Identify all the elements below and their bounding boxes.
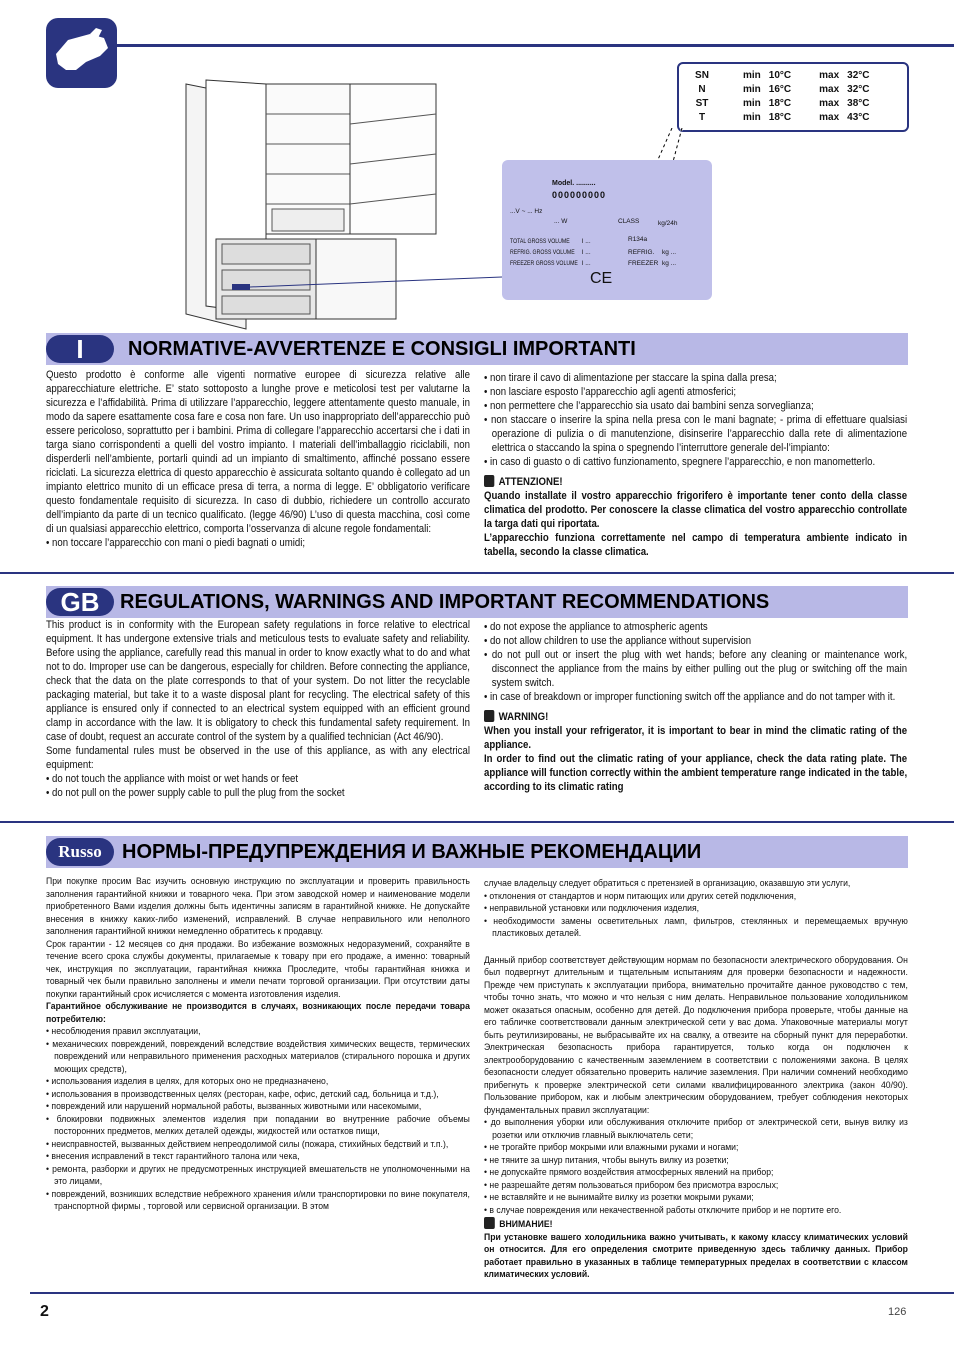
ru-right-p0: случае владельцу следует обратиться с претензией в организацию, оказавшую эти услуги,	[484, 878, 851, 889]
it-warn-title: ATTENZIONE!	[498, 476, 563, 488]
ru-p2: Срок гарантии - 12 месяцев со дня продажи. Во избежание возможных недоразумений, сохраняйте в течение всего срока службы документы, прилагаемые к товару при его продаже, а именно: товарный чек, инструкция по эксплуатации, гарантийная книжка Проследите, чтобы гарантийная книжка и товарный чек были правильно заполнены и имели печати торговой организации. При отсутствии даты покупки гарантийный срок исчисляется с момента изготовления изделия.	[46, 938, 470, 1000]
total-volume-label: TOTAL GROSS VOLUME	[510, 238, 570, 245]
it-warn-text1: Quando installate il vostro apparecchio frigorifero è importante tener conto della classe climatica del prodotto. Per conoscere la classe climatica del vostro apparecchio controllate la targa dati qui riportata.	[484, 490, 908, 530]
climate-cell-min: 18°C	[768, 98, 792, 109]
kg2: kg ...	[662, 260, 677, 267]
climate-cell-class: SN	[695, 70, 709, 81]
bullet-item: • ремонта, разборки и других не предусмотренных инструкцией вмешательств не уполномоченными на это лицами,	[46, 1163, 470, 1187]
section-title-ru: НОРМЫ-ПРЕДУПРЕЖДЕНИЯ И ВАЖНЫЕ РЕКОМЕНДАЦИИ	[122, 841, 702, 863]
ru-p1: При покупке просим Вас изучить основную инструкцию по эксплуатации и проверить правильность заполнения гарантийной книжки и товарного чека. При этом заводской номер и наименование модели приобретенного Вами изделия должны быть идентичны записям в гарантийной книжке. Не допускайте внесения в книжку каких-либо изменений, исправлений. В случае неправильного или неполного заполнения гарантийной книжки немедленно обратитесь к продавцу.	[46, 876, 470, 937]
section-band-gb	[46, 586, 908, 618]
bullet-item: • в случае повреждения или некачественной работы отключите прибор и не портите его.	[484, 1204, 842, 1216]
separator	[0, 821, 954, 823]
it-right-column	[484, 371, 954, 559]
ru-right-column	[484, 878, 954, 1282]
bullet-item: • отклонения от стандартов и норм питающих или других сетей подключения,	[484, 890, 797, 902]
bullet-item: • non lasciare esposto l’apparecchio agli agenti atmosferici;	[484, 386, 737, 398]
bullet-item: • необходимости замены осветительных ламп, фильтров, стеклянных и перемещаемых вручную пластиковых деталей.	[484, 915, 908, 939]
freezer-volume-label: FREEZER GROSS VOLUME	[510, 260, 578, 267]
bullet-item: • do not expose the appliance to atmospheric agents	[484, 621, 708, 633]
climate-cell-min-label: min	[743, 98, 761, 109]
bullet-item: • механических повреждений, повреждений вследствие воздействия химических веществ, термических повреждений или неправильного применения расходных материалов (стирального порошка и других моющих средств),	[46, 1038, 470, 1075]
gb-intro2: Some fundamental rules must be observed in the use of this appliance, as with any electrical equipment:	[46, 745, 470, 771]
l1: l ...	[582, 238, 591, 245]
climate-cell-max-label: max	[819, 70, 840, 81]
climate-cell-max: 43°C	[847, 112, 870, 123]
climate-cell-max-label: max	[819, 98, 840, 109]
bullet-item: • non toccare l’apparecchio con mani o piedi bagnati o umidi;	[46, 537, 306, 549]
climate-cell-class: T	[698, 112, 706, 123]
warning-icon	[484, 1217, 495, 1229]
model-dots: ..........	[576, 180, 596, 187]
section-band-ru	[46, 836, 908, 868]
language-hand-logo	[46, 18, 117, 88]
section-band-it	[46, 333, 908, 365]
bullet-item: • неправильной установки или подключения изделия,	[484, 903, 700, 914]
climate-cell-min: 16°C	[768, 84, 792, 95]
refrig-kg-label: REFRIG.	[628, 249, 655, 256]
tilde: ~	[521, 208, 526, 215]
freezer-kg-label: FREEZER	[628, 260, 659, 267]
l3: l ...	[582, 260, 591, 267]
model-number: 000000000	[552, 190, 607, 200]
bullet-item: • не допускайте прямого воздействия атмосферных явлений на прибор;	[484, 1167, 774, 1178]
gb-left-column	[46, 618, 539, 800]
it-left-column	[46, 368, 539, 550]
climate-class-table	[677, 62, 909, 132]
ru-left-column	[46, 876, 517, 1214]
pointing-hand-icon	[46, 18, 117, 88]
gas-label: R134a	[628, 236, 648, 243]
ru-bold: Гарантийное обслуживание не производится в случаях, возникающих после передачи товара потребителю:	[46, 1001, 470, 1025]
climate-row	[685, 83, 873, 97]
bullet-item: • не трогайте прибор мокрыми или влажными руками и ногами;	[484, 1142, 739, 1153]
it-intro: Questo prodotto è conforme alle vigenti normative europee di sicurezza relative alle apparecchiature elettriche. E’ stato sottoposto a lunghe prove e meticolosi test per valutarne la sicurezza e l’affidabilità. Prima di utilizzare l’apparecchio, leggere attentamente questo manuale, in modo da sapere esattamente cosa fare e cosa non fare. Un uso inappropriato dell’apparecchio può essere pericoloso, soprattutto per i bambini. Prima di collegare l’apparecchio accertarsi che i dati in targa siano corrispondenti a quelli del vostro impianto. I materiali dell’imballaggio riciclabili, non disperderli nell’ambiente, portarli quindi ad un impianto di smaltimento, affinché possano essere riciclati. La sicurezza elettrica di questo apparecchio è assicurata soltanto quando è collegato ad un impianto elettrico munito di un efficace presa di terra, a norma di legge. E’ obbligatorio verificare questo fondamentale requisito di sicurezza. In caso di dubbio, richiedere un controllo accurato dell’impianto da parte di un tecnico qualificato. (legge 46/90) L’uso di questa macchina, così come di un qualsiasi apparecchio elettrico, comporta l’osservanza di alcune regole fondamentali:	[46, 369, 470, 535]
ce-mark: CE	[590, 270, 613, 287]
gb-right-column	[484, 620, 954, 794]
warning-icon	[484, 475, 494, 487]
climate-cell-max: 32°C	[847, 84, 870, 95]
climate-cell-max: 38°C	[847, 98, 870, 109]
bullet-item: • повреждений или нарушений нормальной работы, вызванных животными или насекомыми,	[46, 1101, 422, 1112]
bullet-item: • in caso di guasto o di cattivo funzionamento, spegnere l’apparecchio, e non manometterlo.	[484, 456, 876, 468]
climate-cell-class: ST	[695, 98, 709, 109]
bullet-item: • не разрешайте детям пользоваться прибором без присмотра взрослых;	[484, 1179, 779, 1191]
bullet-item: • использования изделия в целях, для которых оно не предназначено,	[46, 1076, 329, 1087]
model-label: Model.	[552, 180, 575, 187]
bullet-item: • несоблюдения правил эксплуатации,	[46, 1026, 201, 1037]
ru-warn-text: При установке вашего холодильника важно учитывать, к какому классу климатических условий он относится. Для его определения смотрите приведенную здесь табличку данных. Прибор работает правильно в указанных в таблице температурных пределах в соответствии с классом климатических условий.	[484, 1231, 908, 1280]
climate-cell-min-label: min	[743, 84, 761, 95]
page-code: 126	[888, 1306, 907, 1318]
class-label: CLASS	[618, 218, 640, 225]
bullet-item: • non tirare il cavo di alimentazione per staccare la spina dalla presa;	[484, 372, 777, 384]
lang-badge-it: I	[46, 335, 114, 363]
kg1: kg ...	[662, 249, 677, 256]
hz-value: ... Hz	[527, 208, 543, 215]
climate-cell-class: N	[698, 84, 706, 95]
bullet-item: • do not pull on the power supply cable to pull the plug from the socket	[46, 787, 345, 799]
gb-intro: This product is in conformity with the European safety regulations in force relative to electrical equipment. It has undergone extensive trials and meticulous tests to evaluate safety and reliability. Before using the appliance, carefully read this manual in order to know exactly what to do and what not to do. Improper use can be dangerous, especially for children. Before connecting the appliance, check that the data on the plate corresponds to that of your system. Do not litter the recyclable packaging material, but take it to a waste disposal plant for recycling. The electrical safety of this appliance is ensured only if connected to an electrical system equipped with an efficient ground clamp in accordance with the law. It is obligatory to check this fundamental safety requirement. In case of doubt, request an accurate control of the system by a qualified technician (Act 46/90).	[46, 619, 470, 743]
warning-icon	[484, 710, 494, 722]
bullet-item: • не вставляйте и не вынимайте вилку из розетки мокрыми руками;	[484, 1192, 754, 1203]
bottom-rule	[30, 1292, 954, 1294]
fridge-illustration	[176, 74, 506, 339]
kg24-label: kg/24h	[658, 220, 678, 227]
bullet-item: • in case of breakdown or improper functioning switch off the appliance and do not tamper with it.	[484, 691, 896, 703]
bullet-item: • не тяните за шнур питания, чтобы вынуть вилку из розетки;	[484, 1154, 729, 1166]
ru-warn-title: ВНИМАНИЕ!	[499, 1219, 553, 1230]
bullet-item: • неисправностей, вызванных действием непреодолимой силы (пожара, стихийных бедствий и т.п.),	[46, 1138, 449, 1150]
bullet-item: • non permettere che l’apparecchio sia usato dai bambini senza sorveglianza;	[484, 400, 814, 412]
climate-cell-max-label: max	[819, 84, 840, 95]
bullet-item: • использования в производственных целях (ресторан, кафе, офис, детский сад, больница и т.д.),	[46, 1088, 439, 1100]
bullet-item: • non staccare o inserire la spina nella presa con le mani bagnate; - prima di effettuare qualsiasi operazione di pulizia o di manutenzione, disinserire l’apparecchio dalla rete di alimentazione elettrica o staccando la spina o spegnendo l’interruttore generale del-l’impianto:	[484, 414, 908, 454]
top-rule	[90, 44, 954, 47]
climate-row	[685, 97, 873, 111]
l2: l ...	[582, 249, 591, 256]
bullet-item: • do not touch the appliance with moist or wet hands or feet	[46, 773, 299, 785]
gb-warn-text1: When you install your refrigerator, it is important to bear in mind the climatic rating of the appliance.	[484, 725, 908, 751]
lang-badge-ru: Russo	[46, 838, 114, 866]
lang-badge-gb: GB	[46, 588, 114, 616]
bullet-item: • до выполнения уборки или обслуживания отключите прибор от электрической сети, вынув вилку из розетки или отключив главный выключатель сети;	[484, 1117, 908, 1141]
section-title-gb: REGULATIONS, WARNINGS AND IMPORTANT RECOMMENDATIONS	[120, 591, 770, 613]
bullet-item: • do not pull out or insert the plug with wet hands; before any cleaning or maintenance work, disconnect the appliance from the mains by either pulling out the plug or switching off the main system switch.	[484, 649, 908, 689]
watt-value: ... W	[554, 218, 568, 225]
rating-plate	[502, 160, 712, 300]
bullet-item: • do not allow children to use the appliance without supervision	[484, 635, 752, 647]
ru-right-p1: Данный прибор соответствует действующим нормам по безопасности электрического оборудования. Он был подвергнут длительным и тщательным испытаниям для проверки безопасности и надежности. Прежде чем приступать к эксплуатации прибора, внимательно прочитайте данное руководство с тем, чтобы точно знать, что можно и что нельзя с ним делать. Неправильное пользование холодильником может оказаться опасным, особенно для детей. До подключения прибора проверьте, чтобы данные на его табличке соответствовали данным электрической сети у вас дома. Упаковочные материалы могут быть реутилизированы, не выбрасывайте их на свалку, а отвезите на сборный пункт для переработки. Электрическая безопасность прибора гарантируется, только когда он подключен к электрооборудованию с качественным заземлением в соответствии с положениями закона. В целях безопасности следует обязательно проверить наличие заземления. При наличии сомнений необходимо прибегнуть к проверке электрической сети силами квалифицированного электрика (закон 40/90). Пользование прибором, как и любым электрическим оборудованием, требует соблюдения некоторых фундаментальных правил эксплуатации:	[484, 954, 908, 1116]
gb-warn-title: WARNING!	[498, 711, 549, 723]
section-title-it: NORMATIVE-AVVERTENZE E CONSIGLI IMPORTANTI	[128, 338, 636, 360]
climate-row	[685, 111, 873, 125]
it-warn-text2: L’apparecchio funziona correttamente nel campo di temperatura ambiente indicato in tabella, secondo la classe climatica.	[484, 532, 908, 558]
separator	[0, 572, 954, 574]
climate-cell-max: 32°C	[847, 70, 870, 81]
climate-cell-min: 10°C	[768, 70, 792, 81]
bullet-item: • повреждений, возникших вследствие небрежного хранения и/или транспортировки по вине покупателя, транспортной фирмы , торговой или сервисной организации. В этом	[46, 1188, 470, 1212]
climate-cell-max-label: max	[819, 112, 840, 123]
climate-cell-min: 18°C	[768, 112, 792, 123]
climate-cell-min-label: min	[743, 70, 761, 81]
page-number: 2	[40, 1303, 49, 1320]
bullet-item: • блокировки подвижных элементов изделия при попадании во внутренние рабочие объемы посторонних предметов, мелких деталей одежды, жидкостей или остатков пищи,	[46, 1113, 470, 1137]
volt-value: ...V	[510, 208, 520, 215]
gb-warn-text2: In order to find out the climatic rating of your appliance, check the data rating plate. The appliance will function correctly within the ambient temperature range indicated in the table, according to its climatic rating	[484, 753, 908, 793]
climate-cell-min-label: min	[743, 112, 761, 123]
bullet-item: • внесения исправлений в текст гарантийного талона или чека,	[46, 1151, 300, 1162]
refrig-volume-label: REFRIG. GROSS VOLUME	[510, 249, 575, 256]
climate-row	[685, 69, 873, 83]
